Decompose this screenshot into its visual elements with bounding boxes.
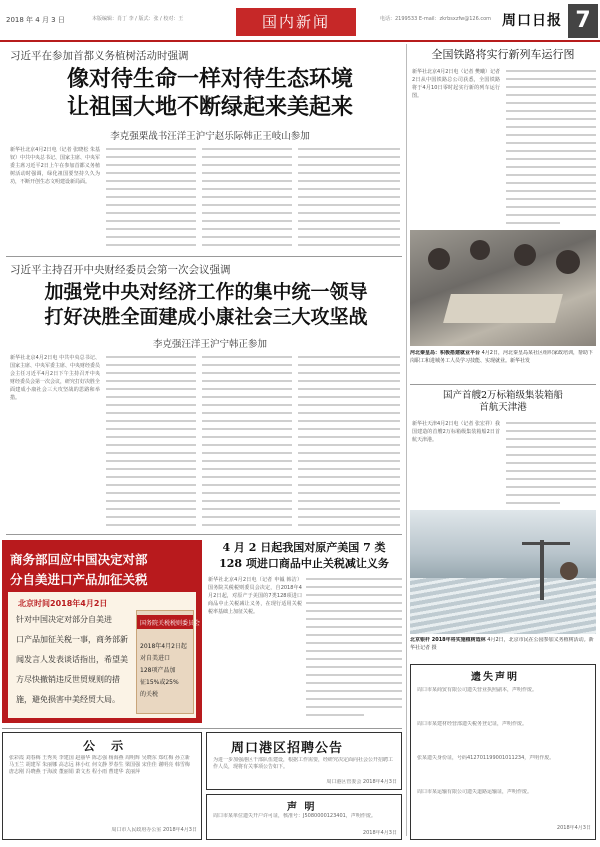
lost-notices [410,664,596,840]
ad-dateline: 北京时间2018年4月2日 [18,599,108,608]
photo-port-caption-lead: 北京银杆 2018年将实施植树造林 [410,637,486,643]
statement-title: 声 明 [287,802,317,813]
port-notice-title: 周口港区招聘公告 [231,741,344,756]
lost-notices-title: 遗失声明 [471,672,519,683]
lost-notice-item: 周口市某建材经营部遗失税务登记证，声明作废。 [417,721,528,727]
lost-notice-item: 周口市某商贸有限公司遗失营业执照副本，声明作废。 [417,687,538,693]
statement-footer: 2018年4月3日 [362,830,397,836]
ad-notice-line: 征15%或25% [140,679,179,686]
ad-notice-line: 2018年4月2日起 [140,643,187,650]
tariff-column-2 [306,572,402,724]
photo-port-caption-text: 4月2日，北京市民在公园参加义务植树活动。新华社记者 摄 [410,637,594,651]
story1-column-2 [106,142,196,252]
story2-headline-line1: 加强党中央对经济工作的集中统一领导 [44,281,368,303]
page-number: 7 [568,4,598,38]
tariff-headline-line2: 128 项进口商品中止关税减让义务 [219,557,389,570]
statement-box [206,794,402,840]
public-notice-names: 张彩霞 刘春梅 王秀英 李建国 赵丽华 陈志强 杨海燕 周明辉 吴晓东 郑红梅 孙立新 马玉兰 胡建军 朱丽娜 高志远 林小红 何文静 罗春生 梁国强 宋佳佳 谢明亮 韩雪梅 唐志刚 冯晓燕 于海波 董丽娟 萧文杰 程小雨 曹建华 袁丽萍 [9,755,190,775]
photo-training-caption-lead: 河北秦皇岛：积极搭建就业平台 [410,350,481,356]
divider [6,256,402,257]
port-notice-footer: 周口港区管委会 2018年4月3日 [326,779,397,785]
story1-subhead: 李克强栗战书汪洋王沪宁赵乐际韩正王岐山参加 [110,131,310,142]
issue-date: 2018 年 4 月 3 日 [6,16,65,24]
editor-credits: 本版编辑：肖丁 李 / 版式：张 / 校对：王 [92,16,184,22]
story1-column-3 [202,142,292,252]
story1-headline-line1: 像对待生命一样对待生态环境 [66,66,353,92]
story1-headline-line2: 让祖国大地不断绿起来美起来 [66,94,353,120]
cargo-column-2 [506,416,596,506]
story1-kicker: 习近平在参加首都义务植树活动时强调 [10,50,189,62]
public-notice-footer: 周口市人民政府办公室 2018年4月3日 [111,827,197,833]
photo-training [410,230,596,346]
cargo-headline-line2: 首航天津港 [479,402,527,413]
statement-text: 周口市某单位遗失开户许可证，核准号：J5080000123401，声明作废。 [213,813,376,819]
story2-column-3 [202,350,292,532]
cargo-headline-line1: 国产首艘2万标箱级集装箱船 [442,390,564,401]
story2-subhead: 李克强汪洋王沪宁韩正参加 [152,339,267,350]
ad-notice-heading: 国务院关税税则委员会 [140,620,201,627]
tariff-lead: 新华社北京4月2日电（记者 申铖 韩洁）国务院关税税则委员会决定，自2018年4月2日起，对原产于美国的7类128项进口商品中止关税减让义务，在现行适用关税税率基础上加征关税。 [208,577,302,615]
ad-title-line2: 分自美进口产品加征关税 [10,572,148,587]
port-recruitment-notice [206,732,402,790]
tariff-ad [2,540,202,723]
lost-notices-date: 2018年4月3日 [556,825,591,831]
divider [410,384,596,385]
rail-lead: 新华社北京4月2日电（记者 樊曦）记者2日从中国铁路总公司获悉，全国铁路将于4月10日零时起实行新的列车运行图。 [412,69,500,99]
story2-headline-line2: 打好决胜全面建成小康社会三大攻坚战 [44,306,368,328]
photo-port [410,510,596,634]
ad-line: 施，避免损害中美经贸大局。 [16,695,120,704]
divider [6,534,402,535]
page-header [0,0,600,42]
ad-notice-line: 对自美进口 [140,655,171,662]
story2-lead: 新华社北京4月2日电 中共中央总书记、国家主席、中央军委主席、中央财经委员会主任习近平4月2日下午主持召开中央财经委员会第一次会议，研究打好决胜全面建成小康社会三大攻坚战的思路和举措。 [10,355,100,401]
public-notice [2,732,202,840]
section-title: 国内新闻 [236,8,356,36]
ad-panel [8,592,201,718]
ad-line: 口产品加征关税一事，商务部新 [16,635,128,644]
photo-training-caption [410,350,596,380]
photo-training-caption-text: 4月2日，河北秦皇岛某社区组织家政培训，帮助下岗职工和进城务工人员学习技能、实现就业。新华社发 [410,350,593,364]
column-divider [406,44,407,836]
lost-notice-item: 周口市某运输有限公司遗失道路运输证，声明作废。 [417,789,533,795]
story2-column-4 [298,350,400,532]
ad-line: 方尽快撤销违反世贸规则的措 [16,675,120,684]
story2-column-2 [106,350,196,532]
public-notice-title: 公 示 [83,739,130,753]
paper-name: 周口日报 [502,13,562,29]
ad-title-line1: 商务部回应中国决定对部 [10,552,148,567]
lost-notice-item: 张某遗失身份证，号码412701199001011234，声明作废。 [417,755,555,761]
story1-column-4 [298,142,400,252]
ad-notice-line: 的关税 [140,691,159,698]
cargo-lead: 新华社天津4月2日电（记者 张宏祥）我国建造的首艘2万标箱级集装箱船2日首航天津港。 [412,421,500,443]
ad-line: 针对中国决定对部分自美进 [16,615,112,624]
contact-info: 电话：2199533 E-mail：zkrbsxzfw@126.com [380,16,492,22]
tariff-headline-line1: 4 月 2 日起我国对原产美国 7 类 [222,541,386,554]
story1-lead: 新华社北京4月2日电（记者 张晓松 朱基钗）中共中央总书记、国家主席、中央军委主席习近平2日上午在参加首都义务植树活动时强调，绿化祖国要坚持久久为功，不断开创生态文明建设新局面。 [10,147,100,185]
rail-headline: 全国铁路将实行新列车运行图 [431,48,575,61]
photo-port-caption [410,637,596,659]
ad-line: 闻发言人发表谈话指出，希望美 [16,655,128,664]
port-notice-text: 为进一步加强港区干部队伍建设，根据工作需要，经研究决定面向社会公开招聘工作人员，现将有关事项公告如下。 [213,757,394,770]
story2-kicker: 习近平主持召开中央财经委员会第一次会议强调 [10,264,231,276]
divider [2,728,402,729]
ad-notice-image [136,610,201,714]
rail-column-2 [506,64,596,226]
ad-notice-line: 128项产品加 [140,667,176,674]
